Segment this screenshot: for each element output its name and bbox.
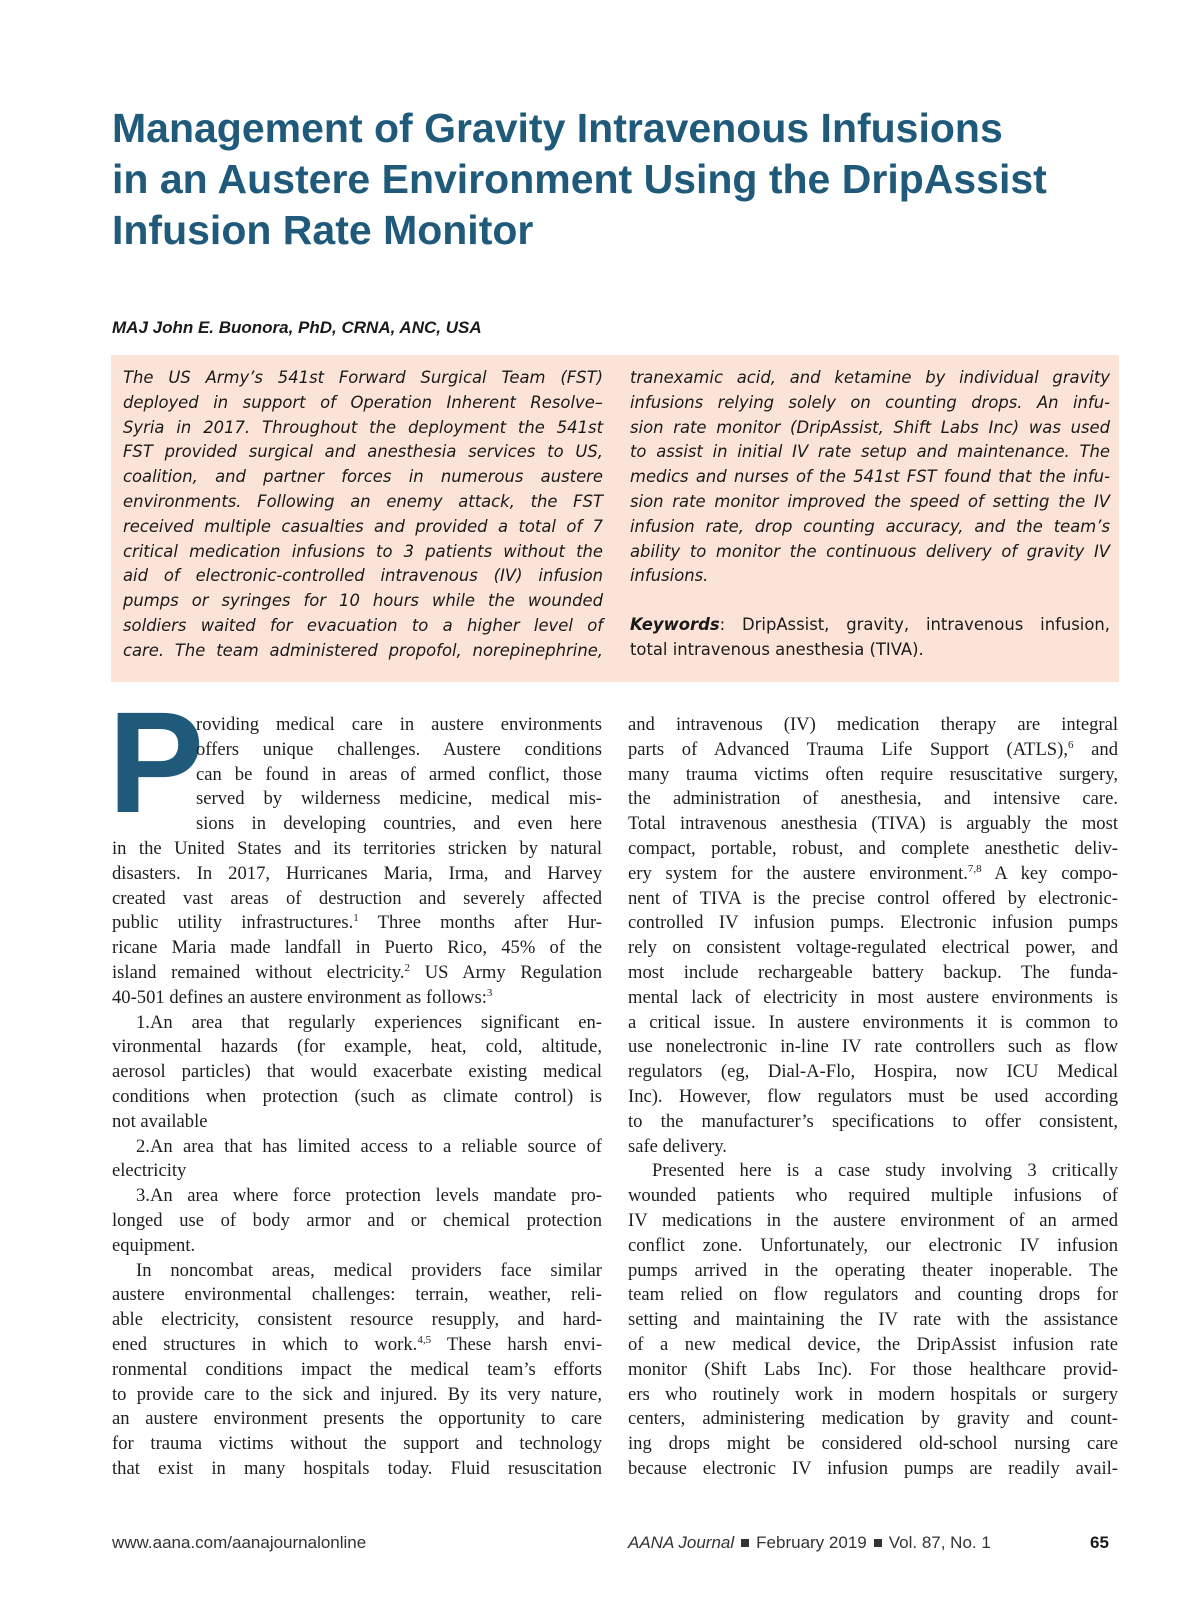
abstract-line: sion rate monitor improved the speed of setting the IV [630, 491, 1110, 511]
citation: 1 [353, 912, 359, 925]
citation: 2 [404, 961, 410, 974]
abstract-line: medics and nurses of the 541st FST found that the infu- [630, 467, 1110, 487]
body-line: many trauma victims often require resuscitative surgery, [628, 763, 1118, 785]
abstract-line: environments. Following an enemy attack, the FST [123, 491, 603, 511]
body-line: of a new medical device, the DripAssist infusion rate [628, 1333, 1118, 1355]
body-line: sions in developing countries, and even here [196, 813, 602, 835]
journal-url-link[interactable]: www.aana.com/aanajournalonline [112, 1533, 367, 1552]
title-line: Management of Gravity Intravenous Infusions [112, 105, 1003, 151]
square-bullet-icon [874, 1539, 882, 1547]
body-line: offers unique challenges. Austere conditions [196, 738, 602, 760]
citation: 7,8 [967, 862, 982, 875]
body-line: able electricity, consistent resource resupply, and hard- [112, 1309, 602, 1331]
body-line [112, 961, 602, 986]
body-line: austere environmental challenges: terrain, weather, reli- [112, 1284, 602, 1306]
keywords-line: total intravenous anesthesia (TIVA). [630, 639, 924, 659]
body-line: a critical issue. In austere environments it is common to [628, 1011, 1118, 1033]
body-line: IV medications in the austere environment of an armed [628, 1209, 1118, 1231]
body-line: ricane Maria made landfall in Puerto Rico, 45% of the [112, 937, 602, 959]
body-line: 3.An area where force protection levels mandate pro- [136, 1185, 602, 1207]
body-line [112, 1333, 602, 1358]
body-line: aerosol particles) that would exacerbate existing medical [112, 1061, 602, 1083]
body-line: conditions when protection (such as climate control) is [112, 1085, 602, 1107]
body-line: ronmental conditions impact the medical team’s efforts [112, 1358, 602, 1380]
citation: 3 [486, 986, 493, 999]
abstract-line: critical medication infusions to 3 patients without the [123, 541, 603, 561]
drop-cap: P [108, 682, 205, 843]
body-line: compact, portable, robust, and complete anesthetic deliv- [628, 837, 1118, 859]
body-line: ers who routinely work in modern hospitals or surgery [628, 1383, 1118, 1405]
body-text: 40-501 defines an austere environment as follows: [112, 986, 487, 1008]
title-line: in an Austere Environment Using the DripAssist [112, 156, 1047, 202]
body-line: for trauma victims without the support and technology [112, 1433, 602, 1455]
body-right-column [628, 713, 1118, 1482]
body-line: longed use of body armor and or chemical protection [112, 1209, 602, 1231]
body-line [112, 986, 602, 1011]
body-text: US Army Regulation [409, 961, 602, 983]
body-line: team relied on flow regulators and counting drops for [628, 1284, 1118, 1306]
body-line: 2.An area that has limited access to a reliable source of [136, 1135, 602, 1157]
citation: 6 [1068, 738, 1074, 751]
body-line: use nonelectronic in-line IV rate controllers such as flow [628, 1036, 1118, 1058]
body-line: conflict zone. Unfortunately, our electronic IV infusion [628, 1234, 1118, 1256]
abstract-line: infusion rate, drop counting accuracy, and the team’s [630, 516, 1110, 536]
body-line: in the United States and its territories stricken by natural [112, 837, 602, 859]
abstract-line: FST provided surgical and anesthesia services to US, [123, 442, 603, 462]
body-line: an austere environment presents the opportunity to care [112, 1408, 602, 1430]
abstract-right-column [630, 366, 1110, 663]
body-line: rely on consistent voltage-regulated electrical power, and [628, 937, 1118, 959]
abstract-line: to assist in initial IV rate setup and maintenance. The [630, 442, 1110, 462]
body-line: ing drops might be considered old-school nursing care [628, 1433, 1118, 1455]
body-line: created vast areas of destruction and severely affected [112, 887, 602, 909]
abstract-line: received multiple casualties and provided a total of 7 [123, 516, 603, 536]
abstract-line: soldiers waited for evacuation to a higher level of [123, 615, 603, 635]
journal-citation [628, 1533, 991, 1553]
body-line [112, 911, 602, 936]
body-line: Total intravenous anesthesia (TIVA) is arguably the most [628, 813, 1118, 835]
keywords-label: Keywords [630, 615, 720, 635]
body-text: and [1073, 738, 1118, 760]
keywords [630, 613, 1110, 663]
body-line: In noncombat areas, medical providers face similar [136, 1259, 602, 1281]
abstract-line: coalition, and partner forces in numerous austere [123, 467, 603, 487]
abstract-line: sion rate monitor (DripAssist, Shift Labs Inc) was used [630, 417, 1110, 437]
body-line: and intravenous (IV) medication therapy are integral [628, 714, 1118, 735]
keywords-line [630, 613, 1110, 638]
body-line: to provide care to the sick and injured. By its very nature, [112, 1383, 602, 1405]
body-line: wounded patients who required multiple infusions of [628, 1185, 1118, 1207]
journal-name: AANA Journal [628, 1533, 735, 1552]
citation: 4,5 [417, 1333, 432, 1346]
body-text: Three months after Hur- [358, 912, 602, 934]
body-line: setting and maintaining the IV rate with the assistance [628, 1309, 1118, 1331]
body-line: served by wilderness medicine, medical mis- [196, 788, 602, 810]
body-line: pumps arrived in the operating theater inoperable. The [628, 1259, 1118, 1281]
abstract-line: aid of electronic-controlled intravenous (IV) infusion [123, 566, 603, 586]
body-line: not available [112, 1110, 208, 1132]
square-bullet-icon [741, 1539, 749, 1547]
body-line: regulators (eg, Dial-A-Flo, Hospira, now ICU Medical [628, 1061, 1118, 1083]
body-line: electricity [112, 1160, 187, 1182]
body-text: A key compo- [981, 862, 1118, 884]
body-line: controlled IV infusion pumps. Electronic infusion pumps [628, 912, 1118, 934]
body-line: monitor (Shift Labs Inc). For those healthcare provid- [628, 1358, 1118, 1380]
body-text: public utility infrastructures. [112, 912, 354, 934]
body-line: vironmental hazards (for example, heat, cold, altitude, [112, 1036, 602, 1058]
body-line [628, 738, 1118, 763]
body-line: disasters. In 2017, Hurricanes Maria, Irma, and Harvey [112, 862, 602, 884]
body-line: equipment. [112, 1234, 196, 1256]
abstract-line: Syria in 2017. Throughout the deployment the 541st [123, 417, 603, 437]
article-title [112, 103, 1112, 256]
body-line: the administration of anesthesia, and intensive care. [628, 788, 1118, 810]
body-text: ened structures in which to work. [112, 1333, 418, 1355]
abstract-line: care. The team administered propofol, norepinephrine, [123, 640, 603, 660]
body-line: roviding medical care in austere environments [196, 714, 602, 735]
abstract-line: tranexamic acid, and ketamine by individual gravity [630, 368, 1110, 387]
body-line: Inc). However, flow regulators must be used according [628, 1085, 1118, 1107]
issue-date: February 2019 [756, 1533, 867, 1552]
body-line: most include rechargeable battery backup. The funda- [628, 961, 1118, 983]
body-line [628, 862, 1118, 887]
body-line: safe delivery. [628, 1135, 727, 1157]
abstract-line: pumps or syringes for 10 hours while the wounded [123, 591, 603, 611]
title-line: Infusion Rate Monitor [112, 207, 534, 253]
body-text: These harsh envi- [431, 1333, 602, 1355]
abstract-line: deployed in support of Operation Inherent Resolve– [123, 392, 603, 412]
page-number: 65 [1090, 1533, 1109, 1552]
body-line: 1.An area that regularly experiences significant en- [136, 1011, 602, 1033]
keywords-text: : DripAssist, gravity, intravenous infusion, [719, 615, 1110, 635]
body-line: mental lack of electricity in most austere environments is [628, 986, 1118, 1008]
body-line: to the manufacturer’s specifications to offer consistent, [628, 1110, 1118, 1132]
body-line: because electronic IV infusion pumps are readily avail- [628, 1457, 1118, 1479]
author-byline: MAJ John E. Buonora, PhD, CRNA, ANC, USA [112, 318, 482, 337]
body-line: that exist in many hospitals today. Fluid resuscitation [112, 1457, 602, 1479]
body-line: Presented here is a case study involving 3 critically [652, 1160, 1118, 1182]
body-line: centers, administering medication by gravity and count- [628, 1408, 1118, 1430]
abstract-left-column [123, 366, 603, 664]
abstract-line: ability to monitor the continuous delivery of gravity IV [630, 541, 1110, 561]
body-text: parts of Advanced Trauma Life Support (ATLS), [628, 738, 1068, 760]
abstract-box [111, 355, 1119, 682]
body-left-column [112, 713, 602, 1482]
abstract-line: infusions. [630, 566, 709, 586]
body-text: island remained without electricity. [112, 961, 405, 983]
abstract-line: infusions relying solely on counting drops. An infu- [630, 392, 1110, 412]
abstract-line: The US Army’s 541st Forward Surgical Team (FST) [123, 368, 603, 387]
body-line: nent of TIVA is the precise control offered by electronic- [628, 887, 1118, 909]
body-line: can be found in areas of armed conflict, those [196, 763, 602, 785]
volume-number: Vol. 87, No. 1 [888, 1533, 991, 1552]
body-text: ery system for the austere environment. [628, 862, 968, 884]
